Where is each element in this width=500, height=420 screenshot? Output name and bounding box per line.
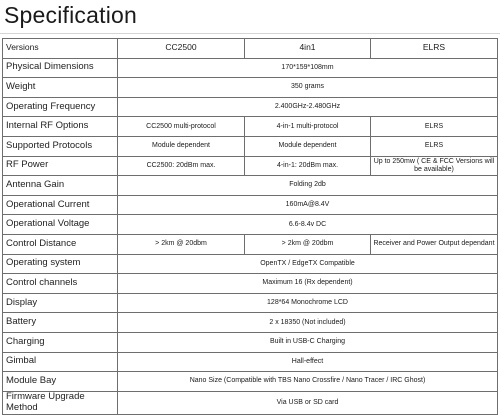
spec-row <box>3 97 498 117</box>
spec-row-value: Up to 250mw ( CE & FCC Versions will be available) <box>371 156 498 176</box>
specification-table <box>2 38 498 415</box>
spec-row-label: Internal RF Options <box>3 117 118 137</box>
spec-row <box>3 372 498 392</box>
spec-row-label: Operational Current <box>3 195 118 215</box>
spec-row-value: ELRS <box>371 136 498 156</box>
spec-row <box>3 254 498 274</box>
spec-row-value: > 2km @ 20dbm <box>245 234 371 254</box>
spec-row-value: Maximum 16 (Rx dependent) <box>118 274 498 294</box>
spec-row-value: 350 grams <box>118 78 498 98</box>
spec-row-label: Control Distance <box>3 234 118 254</box>
spec-row <box>3 352 498 372</box>
spec-row-value: CC2500: 20dBm max. <box>118 156 245 176</box>
spec-row-value: Module dependent <box>118 136 245 156</box>
spec-row-label: Antenna Gain <box>3 176 118 196</box>
spec-row <box>3 293 498 313</box>
spec-row <box>3 313 498 333</box>
spec-row-label: Battery <box>3 313 118 333</box>
spec-row <box>3 58 498 78</box>
spec-row-label: RF Power <box>3 156 118 176</box>
spec-row-label: Operating system <box>3 254 118 274</box>
spec-row <box>3 176 498 196</box>
header-cell-cc2500: CC2500 <box>118 39 245 59</box>
header-cell-4in1: 4in1 <box>245 39 371 59</box>
spec-row-label: Operational Voltage <box>3 215 118 235</box>
spec-row-label: Firmware Upgrade Method <box>3 391 118 414</box>
spec-row <box>3 136 498 156</box>
spec-row-value: 170*159*108mm <box>118 58 498 78</box>
spec-row-label: Control channels <box>3 274 118 294</box>
spec-row-label: Supported Protocols <box>3 136 118 156</box>
spec-row <box>3 274 498 294</box>
spec-row-value: Receiver and Power Output dependant <box>371 234 498 254</box>
spec-row-value: Built in USB-C Charging <box>118 332 498 352</box>
header-cell-versions: Versions <box>3 39 118 59</box>
specification-table-body <box>3 39 498 415</box>
spec-row-label: Physical Dimensions <box>3 58 118 78</box>
spec-row-label: Charging <box>3 332 118 352</box>
spec-row-value: 4-in-1 multi-protocol <box>245 117 371 137</box>
spec-row-value: > 2km @ 20dbm <box>118 234 245 254</box>
spec-row-label: Operating Frequency <box>3 97 118 117</box>
spec-row <box>3 391 498 414</box>
spec-row <box>3 195 498 215</box>
spec-row-value: 128*64 Monochrome LCD <box>118 293 498 313</box>
spec-row <box>3 78 498 98</box>
spec-row <box>3 156 498 176</box>
spec-row-label: Display <box>3 293 118 313</box>
page-title: Specification <box>4 2 138 28</box>
spec-row-value: Via USB or SD card <box>118 391 498 414</box>
spec-row-value: Nano Size (Compatible with TBS Nano Crossfire / Nano Tracer / IRC Ghost) <box>118 372 498 392</box>
spec-row-value: CC2500 multi-protocol <box>118 117 245 137</box>
spec-row-value: Folding 2db <box>118 176 498 196</box>
spec-row-value: Hall-effect <box>118 352 498 372</box>
header-cell-elrs: ELRS <box>371 39 498 59</box>
spec-row-value: 2 x 18350 (Not included) <box>118 313 498 333</box>
spec-row-value: 4-in-1: 20dBm max. <box>245 156 371 176</box>
spec-row-label: Module Bay <box>3 372 118 392</box>
spec-row-value: OpenTX / EdgeTX Compatible <box>118 254 498 274</box>
spec-row-label: Gimbal <box>3 352 118 372</box>
spec-row-value: ELRS <box>371 117 498 137</box>
spec-row-label: Weight <box>3 78 118 98</box>
spec-row <box>3 234 498 254</box>
spec-row-value: Module dependent <box>245 136 371 156</box>
spec-row <box>3 117 498 137</box>
spec-row <box>3 332 498 352</box>
spec-row-value: 2.400GHz-2.480GHz <box>118 97 498 117</box>
header-row <box>3 39 498 59</box>
spec-row-value: 160mA@8.4V <box>118 195 498 215</box>
spec-row-value: 6.6-8.4v DC <box>118 215 498 235</box>
title-divider <box>0 33 500 34</box>
spec-row <box>3 215 498 235</box>
